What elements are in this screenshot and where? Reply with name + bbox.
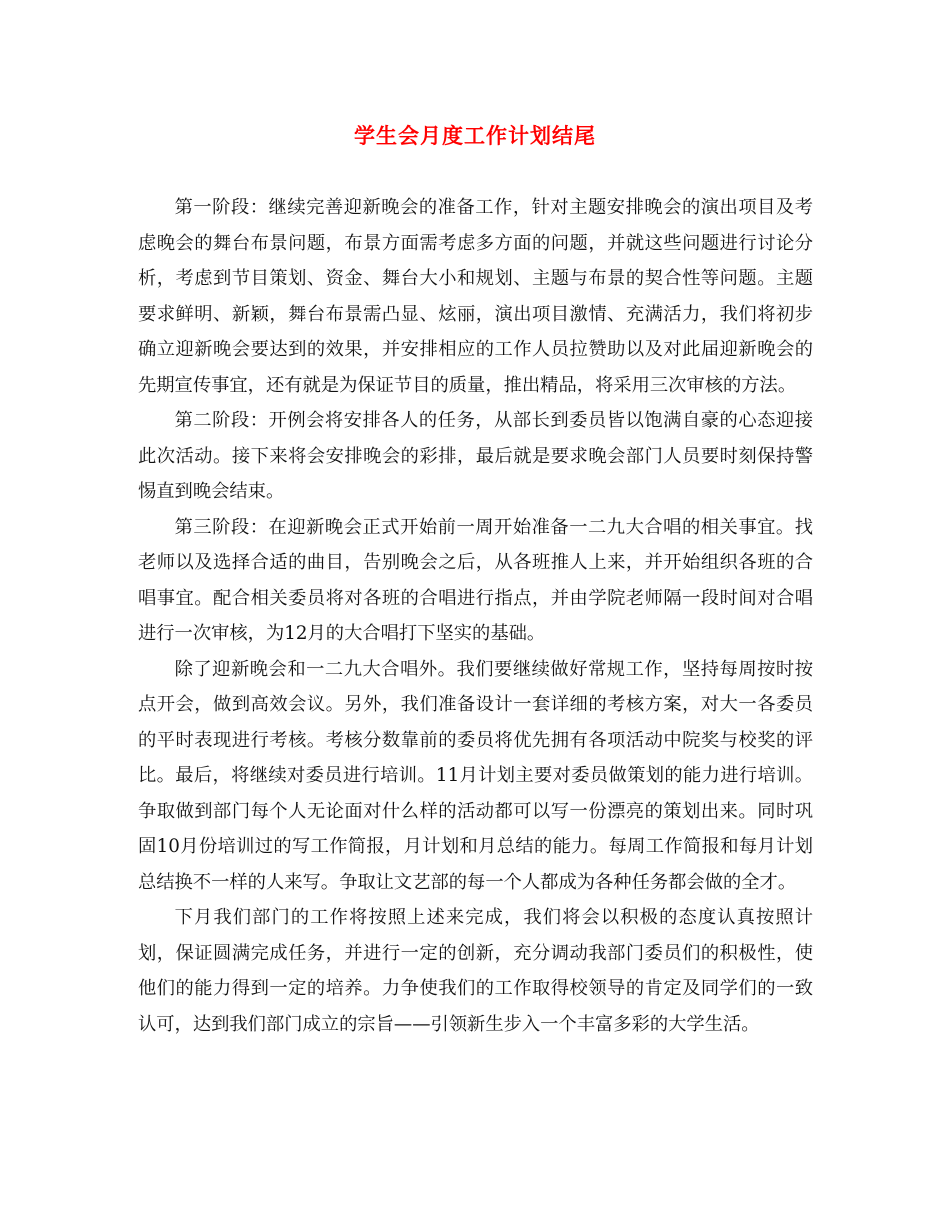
document-body <box>138 190 813 1042</box>
paragraph-routine-work: 除了迎新晚会和一二九大合唱外。我们要继续做好常规工作，坚持每周按时按点开会，做到高效会议。另外，我们准备设计一套详细的考核方案，对大一各委员的平时表现进行考核。考核分数靠前的委员将优先拥有各项活动中院奖与校奖的评比。最后，将继续对委员进行培训。11月计划主要对委员做策划的能力进行培训。争取做到部门每个人无论面对什么样的活动都可以写一份漂亮的策划出来。同时巩固10月份培训过的写工作简报，月计划和月总结的能力。每周工作简报和每月计划总结换不一样的人来写。争取让文艺部的每一个人都成为各种任务都会做的全才。 <box>138 658 813 893</box>
paragraph-stage-one: 第一阶段：继续完善迎新晚会的准备工作，针对主题安排晚会的演出项目及考虑晚会的舞台布景问题，布景方面需考虑多方面的问题，并就这些问题进行讨论分析，考虑到节目策划、资金、舞台大小和规划、主题与布景的契合性等问题。主题要求鲜明、新颖，舞台布景需凸显、炫丽，演出项目激情、充满活力，我们将初步确立迎新晚会要达到的效果，并安排相应的工作人员拉赞助以及对此届迎新晚会的先期宣传事宜，还有就是为保证节目的质量，推出精品，将采用三次审核的方法。 <box>138 197 813 396</box>
paragraph-stage-three: 第三阶段：在迎新晚会正式开始前一周开始准备一二九大合唱的相关事宜。找老师以及选择合适的曲目，告别晚会之后，从各班推人上来，并开始组织各班的合唱事宜。配合相关委员将对各班的合唱进行指点，并由学院老师隔一段时间对合唱进行一次审核，为12月的大合唱打下坚实的基础。 <box>138 516 813 644</box>
paragraph-conclusion: 下月我们部门的工作将按照上述来完成，我们将会以积极的态度认真按照计划，保证圆满完成任务，并进行一定的创新，充分调动我部门委员们的积极性，使他们的能力得到一定的培养。力争使我们的工作取得校领导的肯定及同学们的一致认可，达到我们部门成立的宗旨——引领新生步入一个丰富多彩的大学生活。 <box>138 907 813 1035</box>
page-title: 学生会月度工作计划结尾 <box>354 123 596 148</box>
paragraph-stage-two: 第二阶段：开例会将安排各人的任务，从部长到委员皆以饱满自豪的心态迎接此次活动。接下来将会安排晚会的彩排，最后就是要求晚会部门人员要时刻保持警惕直到晚会结束。 <box>138 410 813 502</box>
